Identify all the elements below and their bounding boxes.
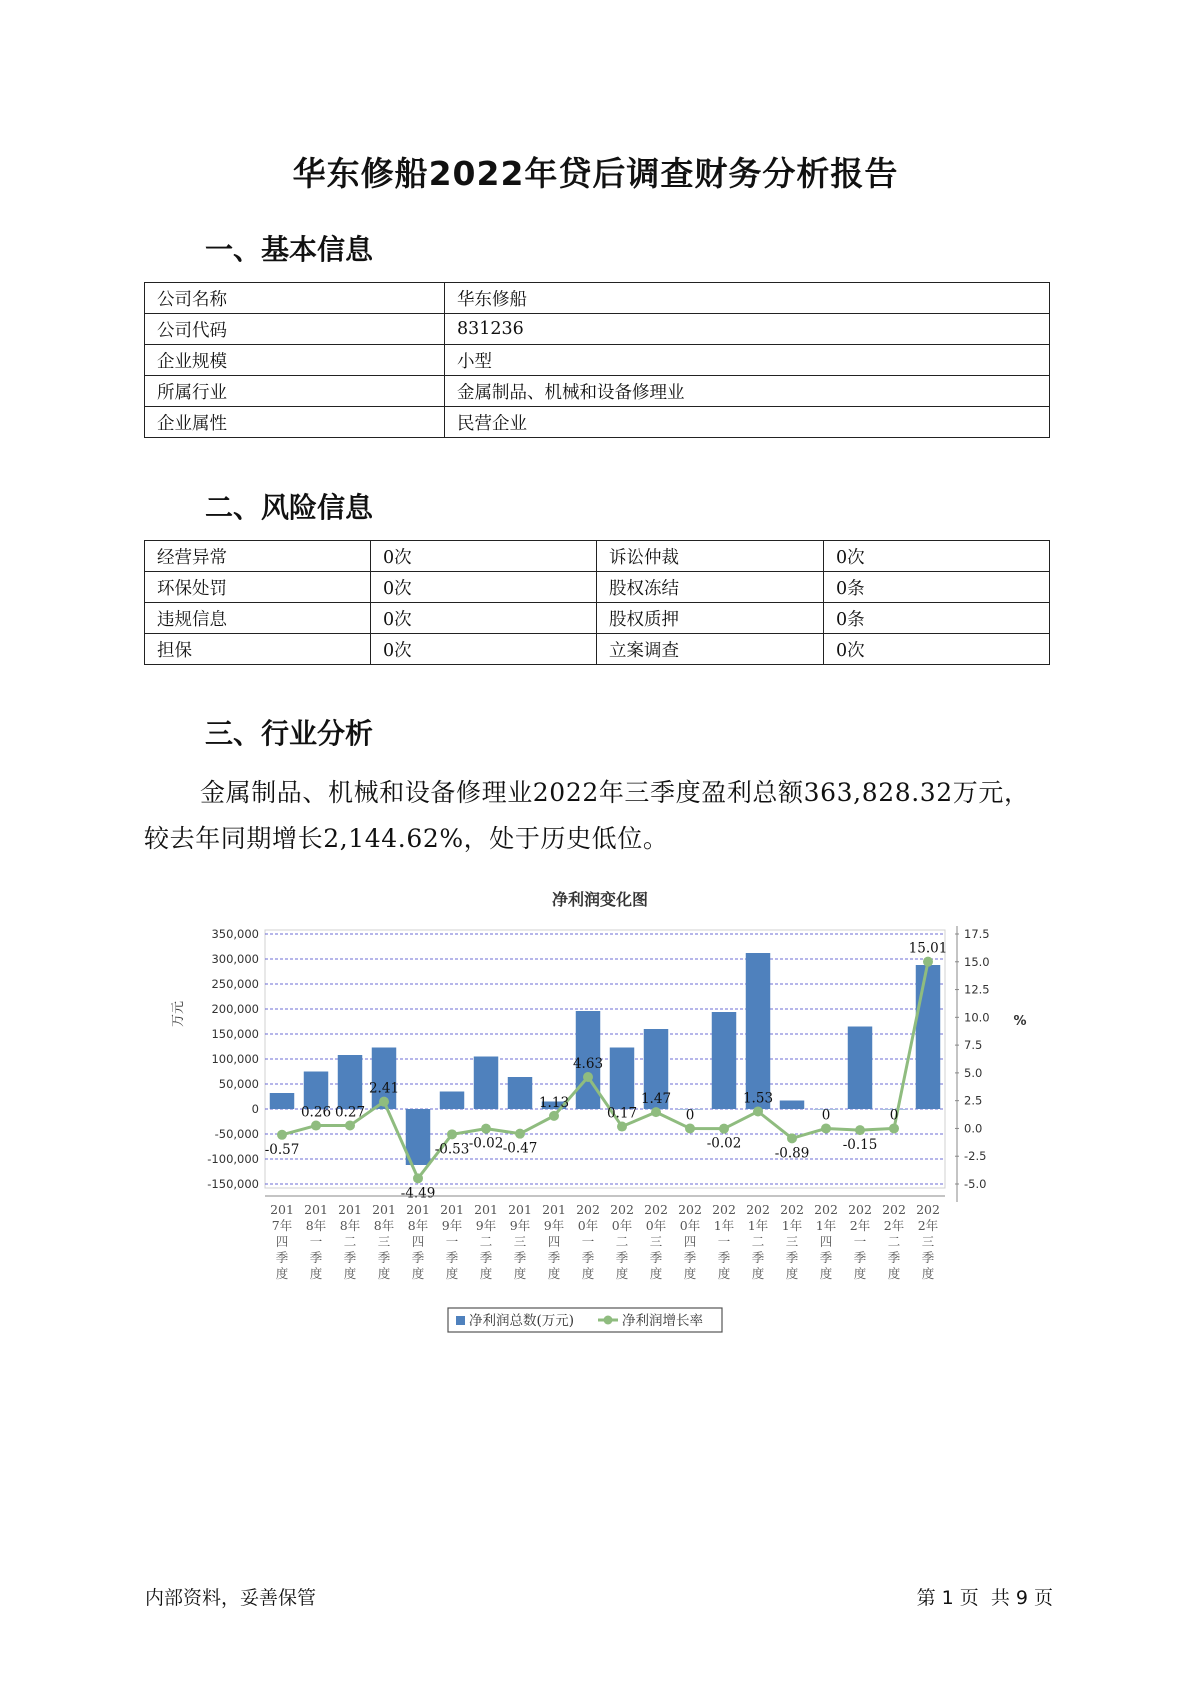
right-tick-label: 7.5 — [964, 1038, 983, 1053]
left-tick-label: -100,000 — [207, 1152, 259, 1166]
table-row — [145, 541, 1050, 572]
left-tick-label: 300,000 — [211, 952, 259, 966]
label-cell: 违规信息 — [145, 603, 371, 634]
value-cell: 0次 — [371, 634, 597, 665]
category-label: 201 9年二季度 — [474, 1202, 498, 1281]
category-label: 201 9年三季度 — [508, 1202, 532, 1281]
left-tick-label: 250,000 — [211, 977, 259, 991]
growth-rate-data-label: 0 — [821, 1107, 831, 1124]
bar — [338, 1055, 362, 1109]
value-cell: 0次 — [371, 603, 597, 634]
table-row — [145, 572, 1050, 603]
growth-rate-data-label: 15.01 — [908, 940, 948, 957]
growth-rate-point — [719, 1124, 729, 1134]
right-tick-label: 2.5 — [964, 1093, 983, 1108]
growth-rate-data-label: -4.49 — [400, 1185, 436, 1202]
growth-rate-point — [549, 1111, 559, 1121]
category-label: 201 8年二季度 — [338, 1202, 362, 1281]
table-row — [145, 314, 1050, 345]
growth-rate-point — [685, 1123, 695, 1133]
growth-rate-data-label: -0.53 — [434, 1141, 470, 1158]
category-label: 202 0年三季度 — [644, 1202, 668, 1281]
label-cell: 企业规模 — [145, 345, 445, 376]
category-label: 202 0年四季度 — [678, 1202, 702, 1281]
category-label: 201 8年三季度 — [372, 1202, 396, 1281]
label-cell: 环保处罚 — [145, 572, 371, 603]
value-cell: 0条 — [824, 603, 1050, 634]
left-axis-label: 万元 — [171, 1000, 186, 1028]
category-label: 202 0年一季度 — [576, 1202, 600, 1281]
category-label: 201 8年四季度 — [406, 1202, 430, 1281]
growth-rate-point — [379, 1097, 389, 1107]
value-cell: 金属制品、机械和设备修理业 — [445, 376, 1050, 407]
value-cell: 831236 — [445, 314, 1050, 345]
growth-rate-data-label: 1.47 — [640, 1091, 672, 1108]
value-cell: 民营企业 — [445, 407, 1050, 438]
left-tick-label: 350,000 — [211, 927, 259, 941]
footer-confidential-note: 内部资料，妥善保管 — [145, 1587, 317, 1609]
table-row — [145, 407, 1050, 438]
bar — [848, 1027, 872, 1110]
growth-rate-point — [651, 1107, 661, 1117]
legend-line-marker — [604, 1316, 613, 1325]
risk-info-table — [144, 540, 1050, 665]
right-tick-label: 5.0 — [964, 1065, 983, 1080]
bar — [270, 1093, 294, 1109]
right-tick-label: 12.5 — [964, 982, 990, 997]
growth-rate-data-label: -0.47 — [502, 1140, 538, 1157]
left-tick-label: 0 — [251, 1102, 259, 1116]
growth-rate-point — [277, 1130, 287, 1140]
industry-analysis-paragraph: 金属制品、机械和设备修理业2022年三季度盈利总额363,828.32万元，较去年同期增长2,144.62%，处于历史低位。 — [144, 778, 1030, 853]
growth-rate-data-label: -0.15 — [842, 1137, 878, 1154]
category-label: 202 2年一季度 — [848, 1202, 872, 1281]
value-cell: 华东修船 — [445, 283, 1050, 314]
legend-line-label: 净利润增长率 — [622, 1313, 703, 1329]
left-tick-label: -50,000 — [214, 1127, 259, 1141]
category-label: 202 1年三季度 — [780, 1202, 804, 1281]
right-tick-label: 0.0 — [964, 1121, 983, 1136]
growth-rate-data-label: 0 — [889, 1107, 899, 1124]
value-cell: 0次 — [371, 541, 597, 572]
category-label: 201 9年一季度 — [440, 1202, 464, 1281]
growth-rate-data-label: 1.13 — [538, 1094, 570, 1111]
label-cell: 股权冻结 — [597, 572, 824, 603]
category-label: 202 2年三季度 — [916, 1202, 940, 1281]
growth-rate-point — [583, 1072, 593, 1082]
label-cell: 公司名称 — [145, 283, 445, 314]
label-cell: 股权质押 — [597, 603, 824, 634]
growth-rate-data-label: 0.17 — [606, 1105, 638, 1122]
bar — [508, 1077, 532, 1109]
category-label: 202 1年四季度 — [814, 1202, 838, 1281]
growth-rate-data-label: 1.53 — [742, 1090, 774, 1107]
growth-rate-data-label: 4.63 — [572, 1056, 604, 1072]
growth-rate-point — [889, 1123, 899, 1133]
right-tick-label: -2.5 — [964, 1149, 987, 1164]
growth-rate-point — [311, 1121, 321, 1131]
right-tick-label: 15.0 — [964, 954, 990, 969]
bar — [746, 953, 770, 1109]
right-tick-label: -5.0 — [964, 1177, 987, 1191]
growth-rate-point — [481, 1124, 491, 1134]
category-label: 201 9年四季度 — [542, 1202, 566, 1281]
left-tick-label: 200,000 — [211, 1002, 259, 1016]
growth-rate-data-label: 2.41 — [368, 1080, 400, 1097]
footer-page-number: 第 1 页 共 9 页 — [916, 1587, 1053, 1609]
right-axis-label: % — [1013, 1014, 1027, 1029]
growth-rate-point — [515, 1129, 525, 1139]
growth-rate-data-label: 0.27 — [334, 1104, 366, 1121]
report-title: 华东修船2022年贷后调查财务分析报告 — [292, 154, 899, 193]
label-cell: 所属行业 — [145, 376, 445, 407]
label-cell: 诉讼仲裁 — [597, 541, 824, 572]
growth-rate-point — [787, 1133, 797, 1143]
bar — [474, 1057, 498, 1110]
category-label: 201 7年四季度 — [270, 1202, 294, 1281]
growth-rate-point — [821, 1123, 831, 1133]
label-cell: 公司代码 — [145, 314, 445, 345]
growth-rate-data-label: -0.57 — [264, 1141, 300, 1158]
category-label: 202 1年二季度 — [746, 1202, 770, 1281]
growth-rate-data-label: -0.89 — [774, 1145, 810, 1162]
right-tick-label: 17.5 — [964, 927, 990, 941]
left-tick-label: 150,000 — [211, 1027, 259, 1041]
growth-rate-point — [855, 1125, 865, 1135]
growth-rate-data-label: 0.26 — [300, 1104, 332, 1121]
table-row — [145, 634, 1050, 665]
section-industry-heading: 三、行业分析 — [205, 717, 374, 750]
bar — [712, 1012, 736, 1109]
right-tick-label: 10.0 — [964, 1010, 990, 1025]
category-label: 201 8年一季度 — [304, 1202, 328, 1281]
bar — [916, 965, 940, 1109]
growth-rate-point — [413, 1173, 423, 1183]
bar — [440, 1092, 464, 1110]
growth-rate-data-label: -0.02 — [706, 1135, 742, 1152]
category-label: 202 2年二季度 — [882, 1202, 906, 1281]
table-row — [145, 603, 1050, 634]
legend-bar-swatch — [456, 1316, 465, 1325]
bar — [304, 1072, 328, 1110]
growth-rate-point — [447, 1129, 457, 1139]
growth-rate-point — [617, 1122, 627, 1132]
left-tick-label: 50,000 — [218, 1077, 259, 1091]
label-cell: 经营异常 — [145, 541, 371, 572]
bar — [780, 1101, 804, 1110]
table-row — [145, 345, 1050, 376]
basic-info-table — [144, 282, 1050, 438]
section-basic-info-heading: 一、基本信息 — [205, 233, 374, 266]
table-row — [145, 376, 1050, 407]
value-cell: 0次 — [824, 634, 1050, 665]
label-cell: 立案调查 — [597, 634, 824, 665]
category-label: 202 0年二季度 — [610, 1202, 634, 1281]
net-profit-chart — [170, 880, 1050, 1350]
growth-rate-data-label: 0 — [685, 1107, 695, 1124]
value-cell: 0次 — [824, 541, 1050, 572]
value-cell: 0条 — [824, 572, 1050, 603]
value-cell: 小型 — [445, 345, 1050, 376]
chart-title: 净利润变化图 — [551, 890, 649, 909]
section-risk-info-heading: 二、风险信息 — [205, 491, 374, 524]
growth-rate-point — [923, 957, 933, 967]
label-cell: 企业属性 — [145, 407, 445, 438]
category-label: 202 1年一季度 — [712, 1202, 736, 1281]
growth-rate-point — [345, 1120, 355, 1130]
growth-rate-point — [753, 1106, 763, 1116]
left-tick-label: 100,000 — [211, 1052, 259, 1066]
bar — [610, 1048, 634, 1110]
value-cell: 0次 — [371, 572, 597, 603]
left-tick-label: -150,000 — [207, 1177, 259, 1191]
label-cell: 担保 — [145, 634, 371, 665]
table-row — [145, 283, 1050, 314]
legend-bar-label: 净利润总数(万元) — [469, 1313, 575, 1329]
growth-rate-data-label: -0.02 — [468, 1135, 504, 1152]
